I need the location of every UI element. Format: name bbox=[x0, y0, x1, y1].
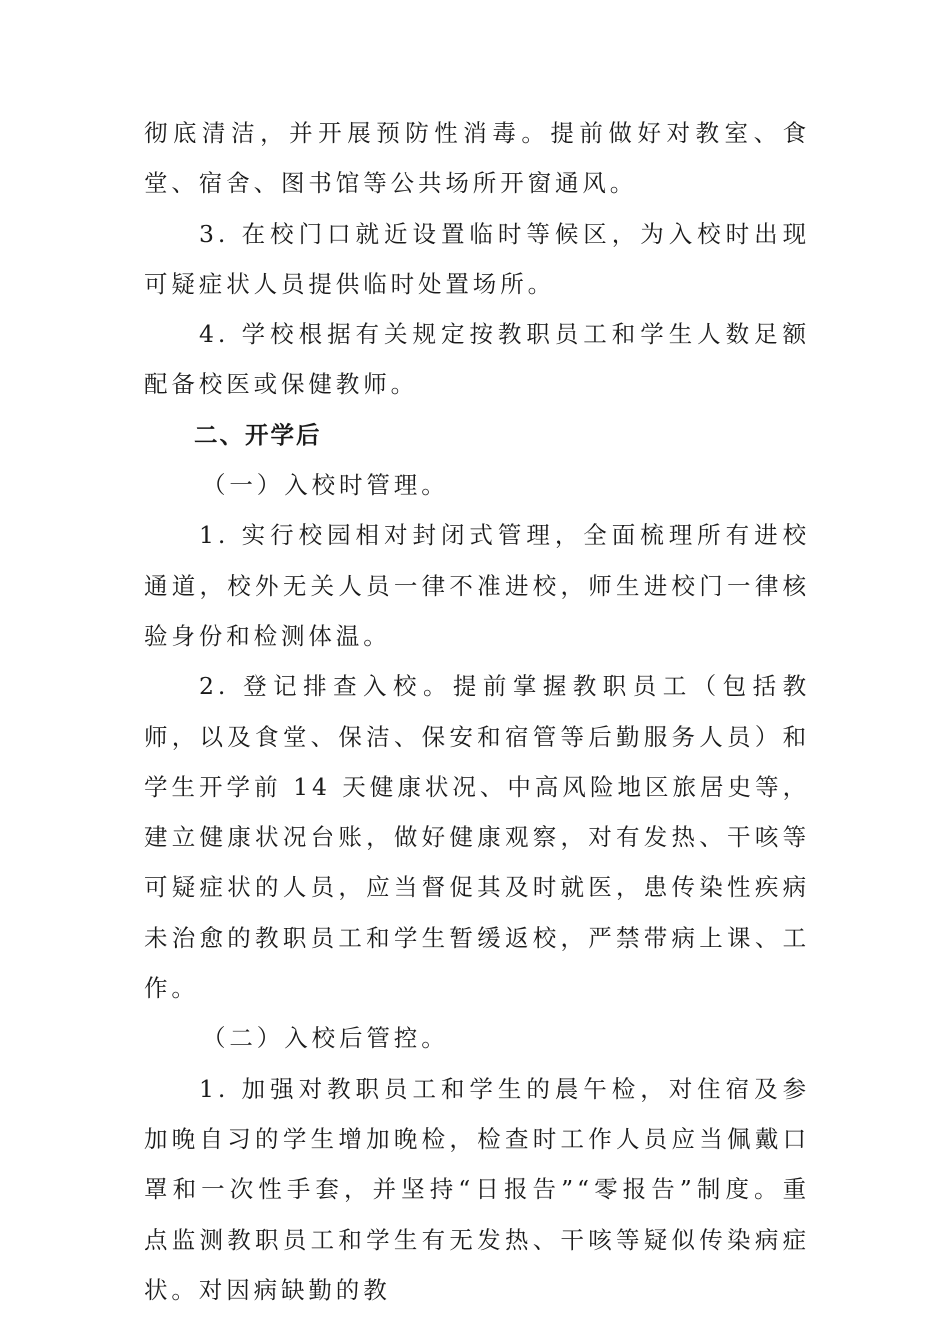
paragraph-waiting-area: 3. 在校门口就近设置临时等候区，为入校时出现可疑症状人员提供临时处置场所。 bbox=[144, 219, 810, 298]
subheading-entry-management: （一）入校时管理。 bbox=[202, 471, 449, 500]
section-heading-after-opening: 二、开学后 bbox=[194, 420, 322, 449]
subheading-post-entry-control: （二）入校后管控。 bbox=[202, 1024, 449, 1053]
paragraph-closed-management: 1. 实行校园相对封闭式管理，全面梳理所有进校通道，校外无关人员一律不准进校，师生进校门一律核验身份和检测体温。 bbox=[144, 521, 810, 650]
paragraph-registration-screening: 2. 登记排查入校。提前掌握教职员工（包括教师，以及食堂、保洁、保安和宿管等后勤服务人员）和学生开学前 14 天健康状况、中高风险地区旅居史等，建立健康状况台账，做好健康观察，对有发热、干咳等可疑症状的人员，应当督促其及时就医，患传染性疾病未治愈的教职员工和学生暂缓返校，严禁带病上课、工作。 bbox=[144, 672, 810, 1003]
paragraph-health-checks: 1. 加强对教职员工和学生的晨午检，对住宿及参加晚自习的学生增加晚检，检查时工作人员应当佩戴口罩和一次性手套，并坚持“日报告”“零报告”制度。重点监测教职员工和学生有无发热、干咳等疑似传染病症状。对因病缺勤的教 bbox=[144, 1074, 810, 1304]
paragraph-school-doctor: 4. 学校根据有关规定按教职员工和学生人数足额配备校医或保健教师。 bbox=[144, 320, 810, 399]
document-page bbox=[144, 108, 810, 1315]
paragraph-cleaning: 彻底清洁，并开展预防性消毒。提前做好对教室、食堂、宿舍、图书馆等公共场所开窗通风。 bbox=[144, 119, 810, 198]
